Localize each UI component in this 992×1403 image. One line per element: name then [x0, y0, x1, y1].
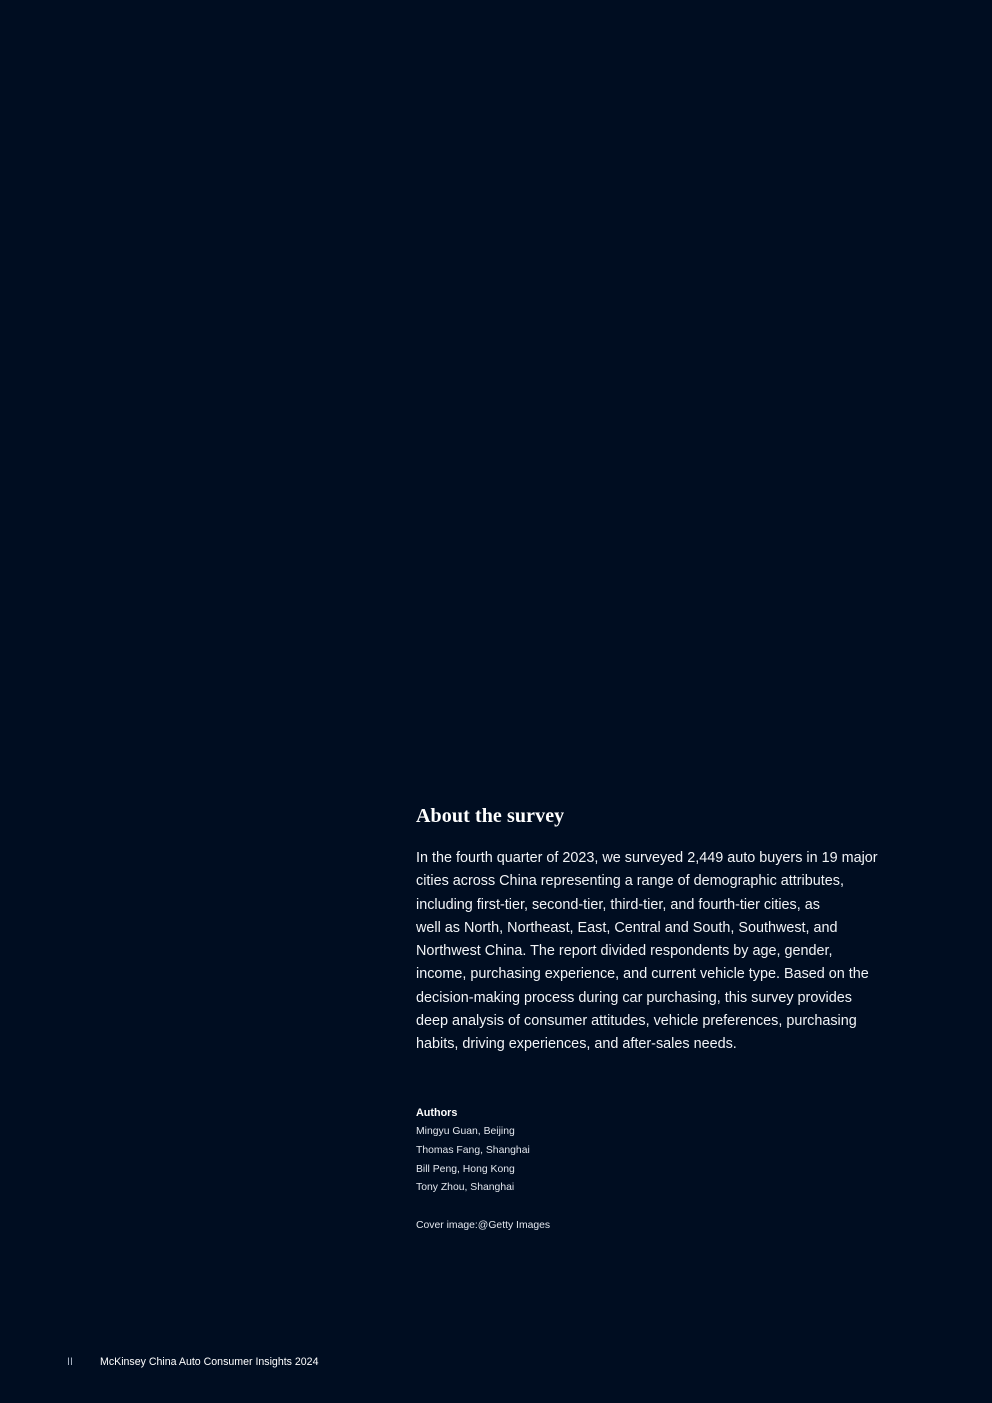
authors-heading: Authors: [416, 1107, 458, 1119]
about-survey-section: [416, 803, 896, 1057]
author-item: Bill Peng, Hong Kong: [416, 1163, 515, 1175]
footer-title: McKinsey China Auto Consumer Insights 2024: [100, 1356, 319, 1368]
survey-heading: About the survey: [416, 805, 565, 827]
survey-body-text: In the fourth quarter of 2023, we surveyed 2,449 auto buyers in 19 major cities across China representing a range of demographic attributes, including first-tier, second-tier, third-tier, and fourth-tier cities, as well as North, Northeast, East, Central and South, Southwest, and Northwest China. The report divided respondents by age, gender, income, purchasing experience, and current vehicle type. Based on the decision-making process during car purchasing, this survey provides deep analysis of consumer attitudes, vehicle preferences, purchasing habits, driving experiences, and after-sales needs.: [416, 850, 878, 1053]
page-number: II: [67, 1356, 73, 1368]
page-footer: [67, 1355, 318, 1369]
authors-section: [416, 1105, 716, 1198]
author-list: [416, 1123, 716, 1198]
cover-image-credit: Cover image:@Getty Images: [416, 1220, 551, 1231]
author-item: Thomas Fang, Shanghai: [416, 1144, 530, 1156]
author-item: Mingyu Guan, Beijing: [416, 1126, 515, 1137]
author-item: Tony Zhou, Shanghai: [416, 1182, 515, 1194]
